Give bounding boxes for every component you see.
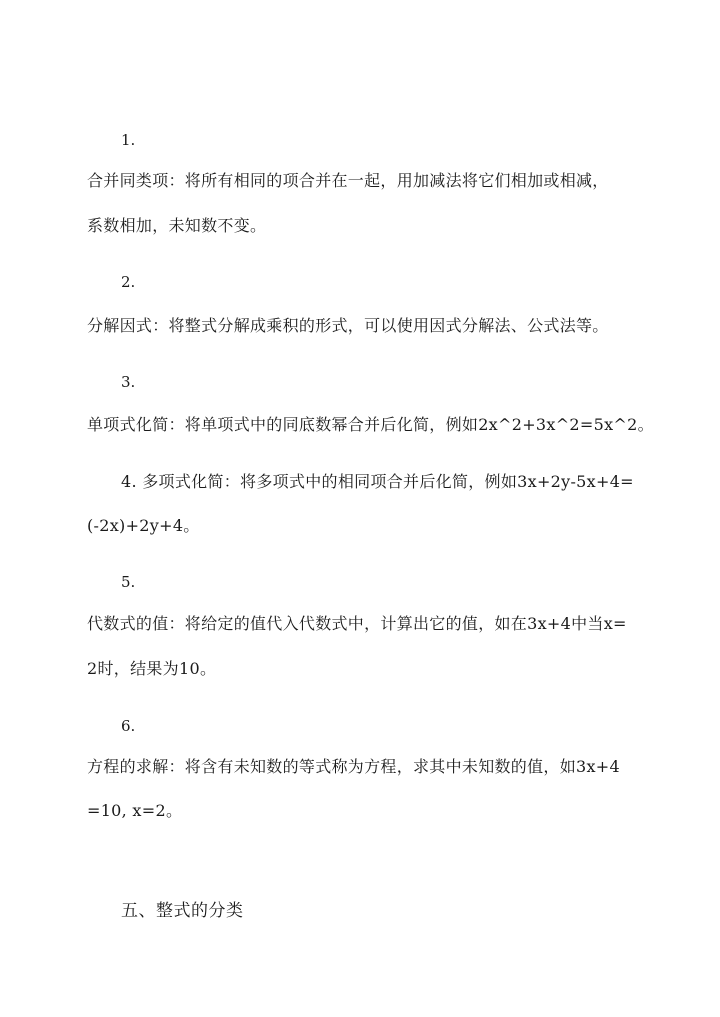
item-3-line-1: 单项式化简：将单项式中的同底数幂合并后化简，例如2x^2+3x^2=5x^2。 xyxy=(87,415,654,434)
item-1-number: 1. xyxy=(121,131,136,149)
item-1-line-1: 合并同类项：将所有相同的项合并在一起，用加减法将它们相加或相减， xyxy=(87,171,609,190)
item-6-line-2: =10, x=2。 xyxy=(87,801,183,820)
item-5-line-2: 2时，结果为10。 xyxy=(87,659,217,678)
item-4-line-1: 4. 多项式化简：将多项式中的相同项合并后化简，例如3x+2y-5x+4= xyxy=(121,472,634,491)
item-6-line-1: 方程的求解：将含有未知数的等式称为方程，求其中未知数的值，如3x+4 xyxy=(87,757,620,776)
item-5-number: 5. xyxy=(121,573,136,591)
item-1-line-2: 系数相加，未知数不变。 xyxy=(87,216,267,235)
item-2-line-1: 分解因式：将整式分解成乘积的形式，可以使用因式分解法、公式法等。 xyxy=(87,316,609,335)
item-3-number: 3. xyxy=(121,373,136,391)
section-heading: 五、整式的分类 xyxy=(121,901,244,921)
item-2-number: 2. xyxy=(121,273,136,291)
item-6-number: 6. xyxy=(121,717,136,735)
item-4-line-2: (-2x)+2y+4。 xyxy=(87,516,200,535)
item-5-line-1: 代数式的值：将给定的值代入代数式中，计算出它的值，如在3x+4中当x= xyxy=(87,614,627,633)
